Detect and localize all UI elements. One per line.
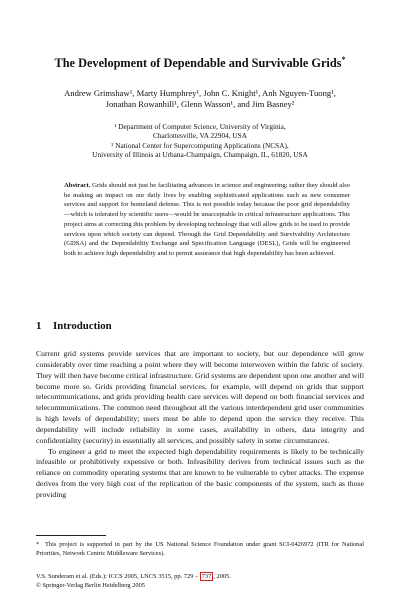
abstract-text: Grids should not just be facilitating advances in science and engineering; rather they should also be making an impact on our daily lives by enabling sophisticated applications such as new consumer services and support for homeland defense. This is not possible today because the poor grid dependability—which is tolerated by scientific users—would be unacceptable in critical infrastructure applications. This project aims at correcting this problem by developing technology that will allow grids to be used to provide services upon which society can depend. Through the Grid Dependability and Survivability Architecture (GDSA) and the Dependability Exchange and Specification Language (DESL), Grids will be engineered both to achieve high dependability and to permit assurance that high dependability has been achieved. bbox=[64, 182, 350, 257]
body-text bbox=[36, 349, 364, 501]
affiliation-1-address: Charlottesville, VA 22904, USA bbox=[153, 131, 247, 141]
citation-suffix: , 2005. bbox=[213, 573, 231, 580]
affiliation-1: ¹ Department of Computer Science, University of Virginia, bbox=[114, 122, 286, 131]
citation-prefix: V.S. Sunderam et al. (Eds.): ICCS 2005, LNCS 3515, pp. 729 – bbox=[36, 573, 200, 580]
affiliation-2-address: University of Illinois at Urbana-Champaign, Champaign, IL, 61820, USA bbox=[92, 150, 308, 160]
citation-line-1 bbox=[36, 573, 376, 582]
paper-title-text: The Development of Dependable and Survivable Grids bbox=[54, 56, 342, 71]
copyright-line: © Springer-Verlag Berlin Heidelberg 2005 bbox=[36, 581, 145, 589]
citation-block bbox=[36, 573, 376, 591]
footnote-rule bbox=[36, 535, 106, 536]
body-paragraph-1: Current grid systems provide services that are important to society, but our dependence will grow considerably over time reaching a point where they will become interwoven within the fabric of society. They will then have become critical infrastructure. Grid systems are dependent upon one another and will become more so. Grids providing financial services, for example, will depend on grids that support telecommunications, and grids providing health care services will depend on both financial services and telecommunications. The common need throughout all the various interdependent grid user communities is high levels of dependability; users must be able to depend upon the service they receive. This dependability will include reliability in some cases, availability in others, data integrity and confidentiality (security) in essentially all services, and possibly safety in some circumstances. bbox=[36, 349, 364, 445]
section-title: Introduction bbox=[53, 320, 112, 332]
end-page-number: 737 bbox=[201, 573, 212, 580]
author-line-1: Andrew Grimshaw¹, Marty Humphrey¹, John C. Knight¹, Anh Nguyen-Tuong¹, bbox=[64, 88, 336, 98]
section-heading bbox=[36, 320, 112, 332]
abstract-label: Abstract. bbox=[64, 182, 91, 189]
affiliation-2: ² National Center for Supercomputing Applications (NCSA), bbox=[111, 140, 289, 150]
paper-title bbox=[20, 52, 380, 71]
title-footnote-mark: * bbox=[341, 55, 346, 64]
abstract bbox=[64, 181, 350, 259]
author-line-2: Jonathan Rowanhill¹, Glenn Wasson¹, and Jim Basney² bbox=[105, 99, 295, 109]
footnote-mark: * bbox=[36, 541, 40, 548]
affiliations bbox=[20, 122, 380, 160]
footnote-text: This project is supported in part by the US National Science Foundation under grant SCI-0426972 (ITR for National Priorities, Network Centric Middleware Services). bbox=[36, 541, 364, 557]
body-paragraph-2: To engineer a grid to meet the expected high dependability requirements is likely to be technically infeasible or prohibitively expensive or both. Infeasibility derives from technical issues such as the reliance on commodity operating systems that are known to be vulnerable to cyber attacks. The expense derives from the very high cost of the replication of the basic components of the system, such as those providing bbox=[36, 446, 364, 499]
section-number: 1 bbox=[36, 320, 42, 332]
author-list bbox=[20, 88, 380, 110]
footnote bbox=[36, 541, 364, 558]
